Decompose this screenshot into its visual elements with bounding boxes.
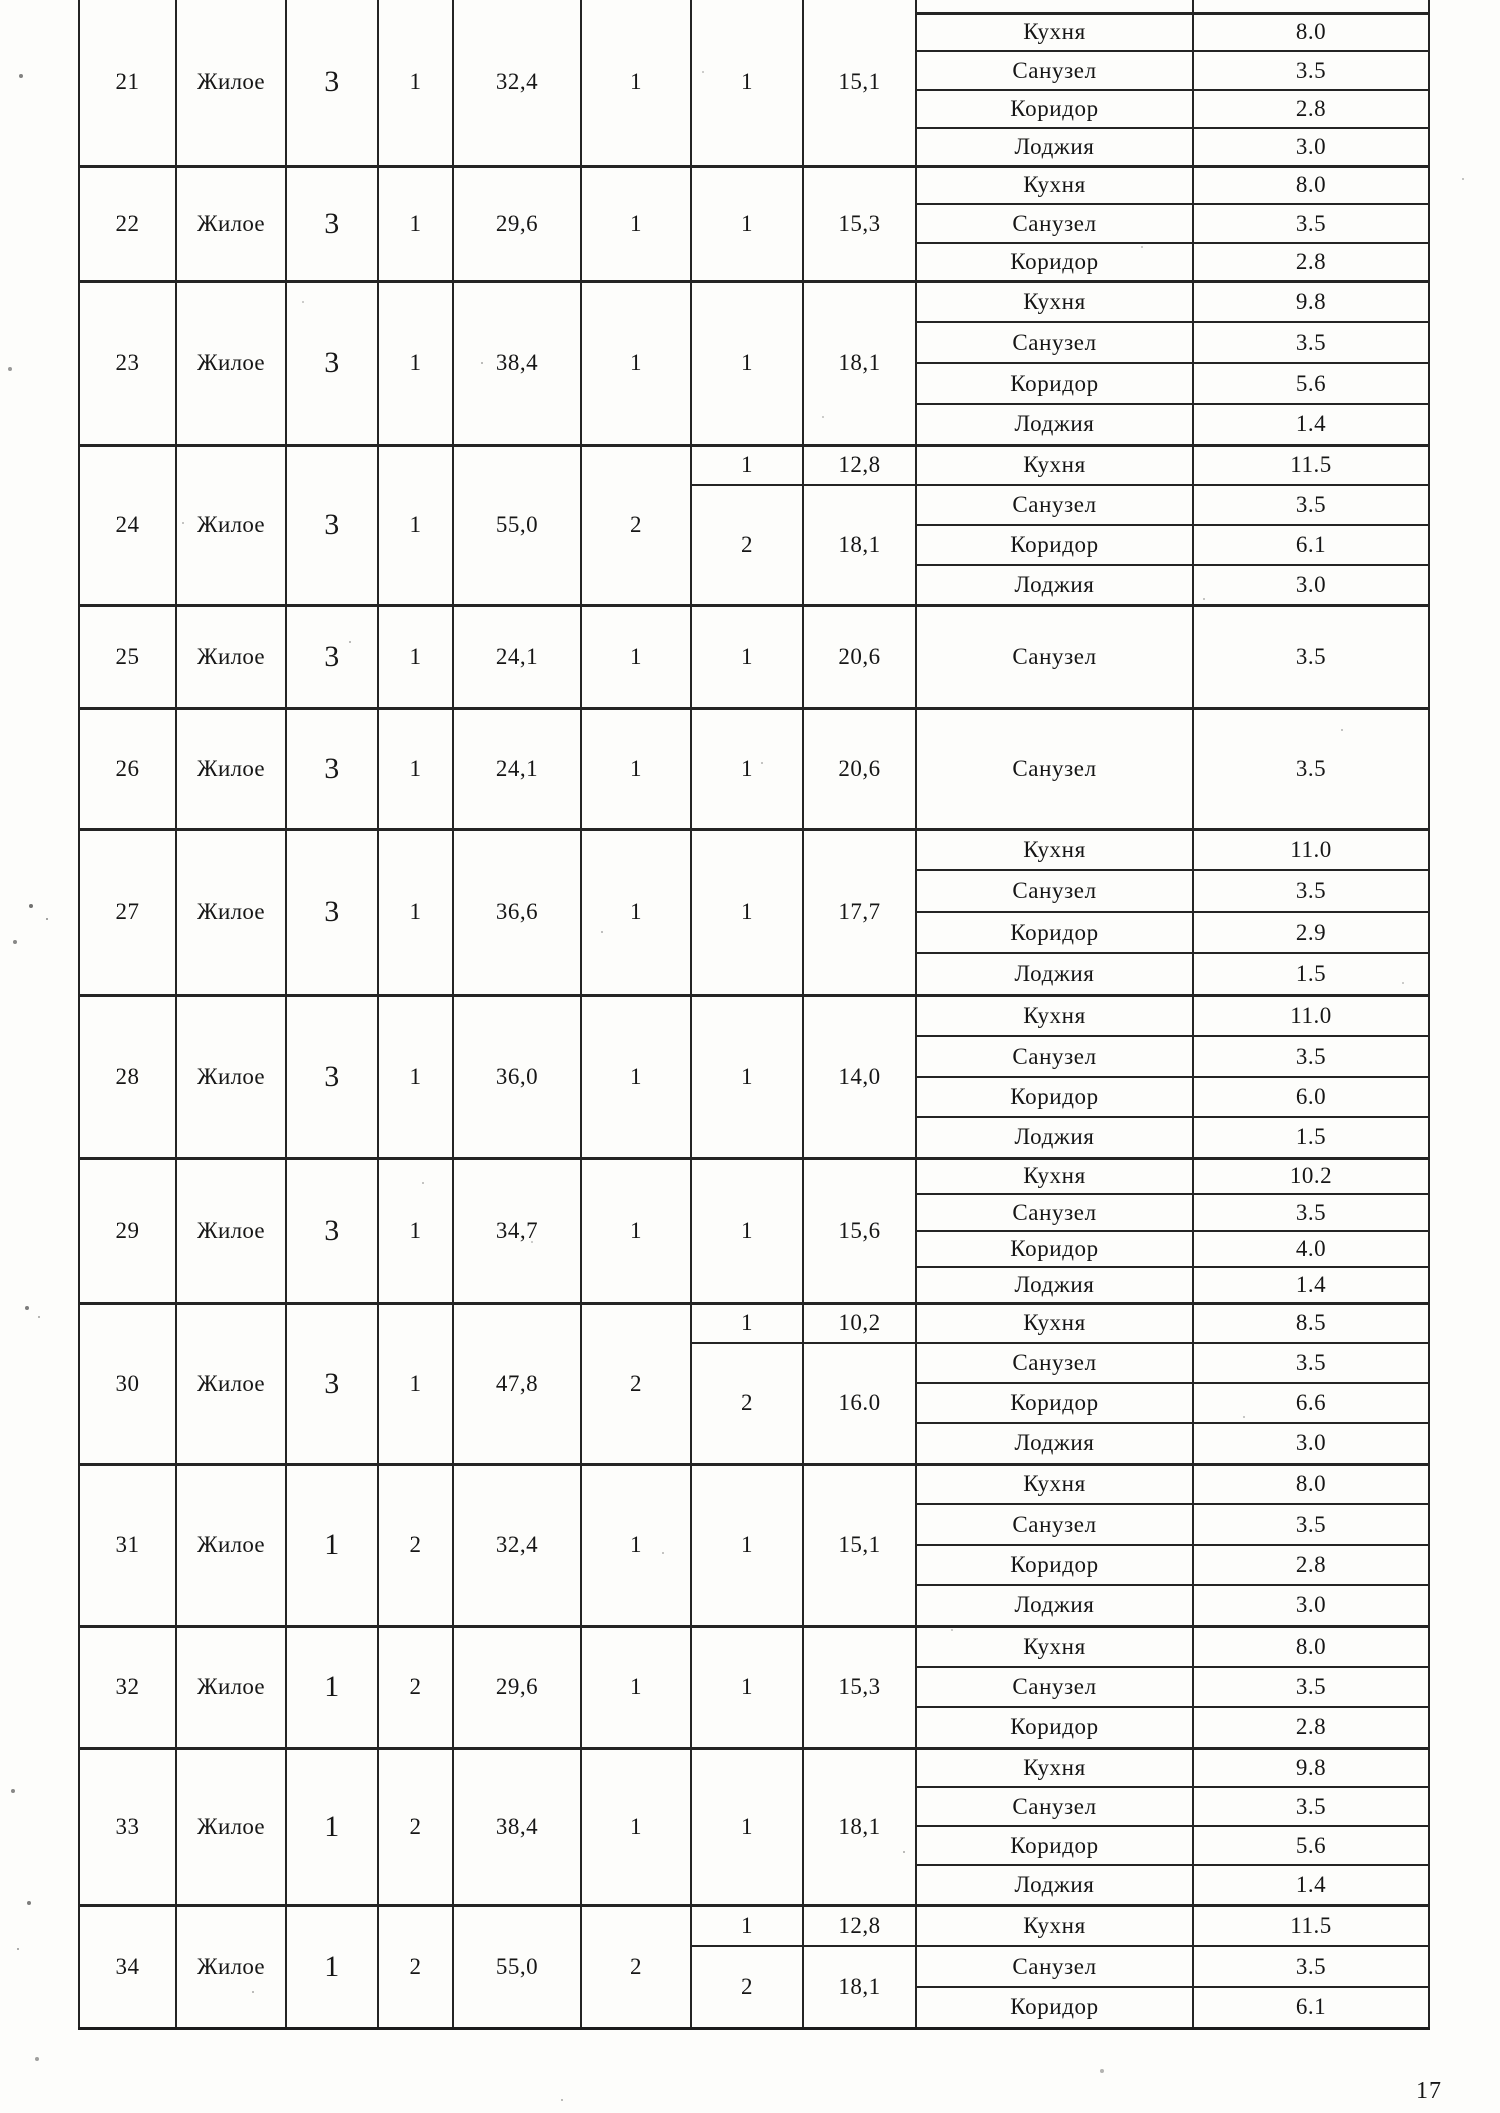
cell-col3: 3	[286, 166, 378, 281]
cell-room-area: 3.5	[1193, 1946, 1429, 1987]
table-row	[79, 1158, 1429, 1194]
cell-total-area: 29,6	[453, 1626, 581, 1748]
cell-living-room-number: 1	[691, 829, 803, 995]
cell-use-type: Жилое	[176, 1626, 286, 1748]
table-row	[79, 995, 1429, 1036]
cell-use-type: Жилое	[176, 445, 286, 605]
cell-room-name: Санузел	[916, 870, 1193, 912]
cell-room-area: 6.6	[1193, 1383, 1429, 1423]
cell-room-area: 3.5	[1193, 204, 1429, 243]
cell-col3: 3	[286, 445, 378, 605]
cell-apartment-number: 26	[79, 708, 176, 829]
cell-living-room-number: 1	[691, 1158, 803, 1303]
cell-living-room-area: 20,6	[803, 708, 916, 829]
cell-rooms-count: 1	[581, 0, 691, 166]
cell-room-area: 10.2	[1193, 1158, 1429, 1194]
cell-col4: 1	[378, 166, 453, 281]
cell-apartment-number: 25	[79, 605, 176, 708]
cell-rooms-count: 1	[581, 829, 691, 995]
cell-room-area: 3.5	[1193, 485, 1429, 525]
cell-room-area-cut	[1193, 0, 1429, 13]
cell-rooms-count: 2	[581, 1303, 691, 1464]
cell-living-room-area: 18,1	[803, 1946, 916, 2028]
cell-room-area: 11.5	[1193, 1905, 1429, 1946]
cell-room-name: Кухня	[916, 995, 1193, 1036]
cell-total-area: 32,4	[453, 0, 581, 166]
cell-use-type: Жилое	[176, 1905, 286, 2028]
cell-room-area: 3.5	[1193, 1667, 1429, 1707]
cell-room-name: Лоджия	[916, 1117, 1193, 1158]
cell-room-name: Коридор	[916, 1826, 1193, 1865]
cell-living-room-area: 15,3	[803, 166, 916, 281]
cell-use-type: Жилое	[176, 995, 286, 1158]
cell-room-name: Санузел	[916, 1667, 1193, 1707]
table-row	[79, 1303, 1429, 1343]
cell-room-name: Лоджия	[916, 1267, 1193, 1303]
cell-col4: 1	[378, 605, 453, 708]
cell-room-area: 8.0	[1193, 13, 1429, 51]
cell-total-area: 55,0	[453, 1905, 581, 2028]
cell-room-name: Кухня	[916, 1748, 1193, 1787]
cell-room-name: Кухня	[916, 1158, 1193, 1194]
table-row	[79, 1464, 1429, 1504]
cell-rooms-count: 2	[581, 445, 691, 605]
cell-rooms-count: 1	[581, 281, 691, 445]
cell-living-room-number: 1	[691, 1464, 803, 1626]
cell-apartment-number: 34	[79, 1905, 176, 2028]
cell-room-area: 2.8	[1193, 1545, 1429, 1585]
cell-room-name: Кухня	[916, 1464, 1193, 1504]
cell-use-type: Жилое	[176, 1748, 286, 1905]
cell-room-name: Лоджия	[916, 1423, 1193, 1464]
cell-room-name: Санузел	[916, 204, 1193, 243]
cell-room-name: Санузел	[916, 1504, 1193, 1545]
cell-room-name: Коридор	[916, 912, 1193, 953]
cell-room-name: Кухня	[916, 13, 1193, 51]
cell-living-room-area: 18,1	[803, 485, 916, 605]
cell-room-name: Кухня	[916, 445, 1193, 485]
cell-room-area: 4.0	[1193, 1231, 1429, 1267]
cell-rooms-count: 1	[581, 1158, 691, 1303]
table-row	[79, 708, 1429, 829]
cell-room-area: 11.0	[1193, 995, 1429, 1036]
cell-room-name: Лоджия	[916, 1865, 1193, 1905]
cell-room-name: Коридор	[916, 1987, 1193, 2028]
cell-col3: 1	[286, 1464, 378, 1626]
cell-rooms-count: 1	[581, 1626, 691, 1748]
cell-room-name: Кухня	[916, 1626, 1193, 1667]
cell-living-room-number: 1	[691, 1303, 803, 1343]
cell-col4: 1	[378, 0, 453, 166]
cell-room-area: 3.5	[1193, 605, 1429, 708]
cell-living-room-number: 1	[691, 995, 803, 1158]
cell-room-area: 1.4	[1193, 1865, 1429, 1905]
cell-room-name: Коридор	[916, 243, 1193, 281]
cell-col4: 1	[378, 708, 453, 829]
cell-room-name: Кухня	[916, 1905, 1193, 1946]
cell-room-area: 1.5	[1193, 953, 1429, 995]
cell-col3: 1	[286, 1905, 378, 2028]
cell-use-type: Жилое	[176, 605, 286, 708]
table-row	[79, 1626, 1429, 1667]
cell-rooms-count: 2	[581, 1905, 691, 2028]
cell-rooms-count: 1	[581, 166, 691, 281]
cell-room-area: 3.5	[1193, 1343, 1429, 1383]
cell-room-area: 3.5	[1193, 322, 1429, 363]
cell-living-room-area: 10,2	[803, 1303, 916, 1343]
cell-room-name: Коридор	[916, 363, 1193, 404]
cell-apartment-number: 32	[79, 1626, 176, 1748]
cell-room-name: Санузел	[916, 605, 1193, 708]
cell-room-name: Санузел	[916, 708, 1193, 829]
cell-living-room-area: 18,1	[803, 1748, 916, 1905]
cell-living-room-number: 1	[691, 445, 803, 485]
table-row	[79, 829, 1429, 870]
cell-col3: 1	[286, 1748, 378, 1905]
cell-col3: 3	[286, 708, 378, 829]
cell-room-name: Кухня	[916, 281, 1193, 322]
cell-apartment-number: 24	[79, 445, 176, 605]
cell-room-name: Санузел	[916, 485, 1193, 525]
cell-living-room-area: 12,8	[803, 445, 916, 485]
cell-use-type: Жилое	[176, 829, 286, 995]
cell-col3: 3	[286, 281, 378, 445]
cell-room-name: Коридор	[916, 1545, 1193, 1585]
cell-living-room-area: 15,1	[803, 0, 916, 166]
page-number: 17	[1416, 2078, 1442, 2104]
cell-rooms-count: 1	[581, 1748, 691, 1905]
cell-room-area: 9.8	[1193, 1748, 1429, 1787]
cell-room-name: Коридор	[916, 90, 1193, 128]
cell-room-area: 3.5	[1193, 1194, 1429, 1231]
cell-room-area: 8.5	[1193, 1303, 1429, 1343]
cell-room-name: Санузел	[916, 1343, 1193, 1383]
cell-room-area: 8.0	[1193, 166, 1429, 204]
cell-use-type: Жилое	[176, 281, 286, 445]
cell-living-room-number: 2	[691, 1946, 803, 2028]
cell-rooms-count: 1	[581, 1464, 691, 1626]
apartments-table	[78, 0, 1430, 2030]
cell-room-name: Коридор	[916, 1077, 1193, 1117]
cell-room-area: 2.8	[1193, 90, 1429, 128]
cell-col3: 1	[286, 1626, 378, 1748]
cell-total-area: 24,1	[453, 605, 581, 708]
table-row	[79, 0, 1429, 13]
cell-living-room-area: 18,1	[803, 281, 916, 445]
cell-col3: 3	[286, 0, 378, 166]
cell-living-room-area: 15,1	[803, 1464, 916, 1626]
cell-room-area: 8.0	[1193, 1464, 1429, 1504]
cell-room-area: 3.0	[1193, 1423, 1429, 1464]
cell-use-type: Жилое	[176, 1158, 286, 1303]
cell-room-area: 3.0	[1193, 565, 1429, 605]
cell-room-name: Кухня	[916, 166, 1193, 204]
table-row	[79, 445, 1429, 485]
cell-col4: 2	[378, 1464, 453, 1626]
cell-living-room-area: 20,6	[803, 605, 916, 708]
cell-col3: 3	[286, 829, 378, 995]
cell-room-name: Коридор	[916, 525, 1193, 565]
cell-room-area: 5.6	[1193, 1826, 1429, 1865]
cell-room-name: Санузел	[916, 322, 1193, 363]
cell-use-type: Жилое	[176, 1464, 286, 1626]
cell-room-area: 9.8	[1193, 281, 1429, 322]
cell-room-name: Коридор	[916, 1707, 1193, 1748]
cell-room-name: Лоджия	[916, 1585, 1193, 1626]
cell-room-name: Кухня	[916, 1303, 1193, 1343]
cell-apartment-number: 30	[79, 1303, 176, 1464]
cell-room-area: 6.1	[1193, 1987, 1429, 2028]
cell-room-name: Санузел	[916, 1194, 1193, 1231]
cell-col4: 1	[378, 445, 453, 605]
cell-total-area: 32,4	[453, 1464, 581, 1626]
cell-room-area: 8.0	[1193, 1626, 1429, 1667]
cell-room-area: 1.4	[1193, 1267, 1429, 1303]
cell-total-area: 55,0	[453, 445, 581, 605]
cell-col3: 3	[286, 1303, 378, 1464]
cell-living-room-area: 14,0	[803, 995, 916, 1158]
cell-room-name-cut	[916, 0, 1193, 13]
cell-room-name: Санузел	[916, 1787, 1193, 1826]
cell-living-room-area: 17,7	[803, 829, 916, 995]
cell-living-room-area: 16.0	[803, 1343, 916, 1464]
cell-room-area: 1.4	[1193, 404, 1429, 445]
cell-apartment-number: 23	[79, 281, 176, 445]
cell-living-room-number: 1	[691, 605, 803, 708]
table-row	[79, 166, 1429, 204]
cell-use-type: Жилое	[176, 0, 286, 166]
cell-apartment-number: 31	[79, 1464, 176, 1626]
cell-room-area: 2.9	[1193, 912, 1429, 953]
cell-living-room-area: 15,6	[803, 1158, 916, 1303]
cell-total-area: 24,1	[453, 708, 581, 829]
table-row	[79, 605, 1429, 708]
cell-room-area: 3.5	[1193, 1036, 1429, 1077]
cell-room-area: 6.0	[1193, 1077, 1429, 1117]
cell-living-room-area: 12,8	[803, 1905, 916, 1946]
cell-living-room-number: 2	[691, 485, 803, 605]
cell-total-area: 29,6	[453, 166, 581, 281]
cell-col3: 3	[286, 1158, 378, 1303]
cell-room-area: 5.6	[1193, 363, 1429, 404]
cell-room-area: 11.0	[1193, 829, 1429, 870]
table-row	[79, 1748, 1429, 1787]
cell-room-area: 3.5	[1193, 870, 1429, 912]
cell-room-name: Санузел	[916, 1946, 1193, 1987]
cell-apartment-number: 22	[79, 166, 176, 281]
cell-col3: 3	[286, 605, 378, 708]
cell-col3: 3	[286, 995, 378, 1158]
cell-room-area: 1.5	[1193, 1117, 1429, 1158]
cell-room-area: 11.5	[1193, 445, 1429, 485]
cell-living-room-number: 1	[691, 708, 803, 829]
cell-use-type: Жилое	[176, 166, 286, 281]
cell-room-area: 3.0	[1193, 1585, 1429, 1626]
cell-col4: 1	[378, 829, 453, 995]
cell-room-area: 3.0	[1193, 128, 1429, 166]
cell-room-name: Коридор	[916, 1231, 1193, 1267]
cell-col4: 1	[378, 1303, 453, 1464]
cell-col4: 2	[378, 1905, 453, 2028]
cell-room-name: Санузел	[916, 51, 1193, 90]
cell-col4: 1	[378, 1158, 453, 1303]
cell-living-room-number: 1	[691, 1748, 803, 1905]
cell-living-room-number: 1	[691, 166, 803, 281]
cell-room-area: 3.5	[1193, 51, 1429, 90]
apartments-table-wrap	[78, 0, 1430, 2030]
cell-total-area: 38,4	[453, 281, 581, 445]
cell-apartment-number: 27	[79, 829, 176, 995]
cell-room-area: 2.8	[1193, 1707, 1429, 1748]
cell-room-name: Санузел	[916, 1036, 1193, 1077]
cell-room-name: Лоджия	[916, 404, 1193, 445]
table-row	[79, 281, 1429, 322]
cell-use-type: Жилое	[176, 1303, 286, 1464]
cell-apartment-number: 33	[79, 1748, 176, 1905]
cell-col4: 2	[378, 1626, 453, 1748]
cell-apartment-number: 28	[79, 995, 176, 1158]
cell-room-area: 3.5	[1193, 708, 1429, 829]
cell-living-room-number: 2	[691, 1343, 803, 1464]
cell-living-room-number: 1	[691, 1905, 803, 1946]
cell-col4: 1	[378, 281, 453, 445]
cell-col4: 1	[378, 995, 453, 1158]
cell-total-area: 47,8	[453, 1303, 581, 1464]
cell-living-room-area: 15,3	[803, 1626, 916, 1748]
cell-room-area: 2.8	[1193, 243, 1429, 281]
cell-col4: 2	[378, 1748, 453, 1905]
table-row	[79, 1905, 1429, 1946]
cell-living-room-number: 1	[691, 1626, 803, 1748]
cell-living-room-number: 1	[691, 0, 803, 166]
cell-room-name: Лоджия	[916, 128, 1193, 166]
cell-total-area: 38,4	[453, 1748, 581, 1905]
cell-rooms-count: 1	[581, 708, 691, 829]
cell-total-area: 34,7	[453, 1158, 581, 1303]
cell-room-area: 3.5	[1193, 1504, 1429, 1545]
cell-total-area: 36,0	[453, 995, 581, 1158]
cell-room-name: Коридор	[916, 1383, 1193, 1423]
cell-living-room-number: 1	[691, 281, 803, 445]
cell-room-area: 3.5	[1193, 1787, 1429, 1826]
cell-room-name: Лоджия	[916, 953, 1193, 995]
cell-apartment-number: 21	[79, 0, 176, 166]
cell-room-name: Лоджия	[916, 565, 1193, 605]
cell-apartment-number: 29	[79, 1158, 176, 1303]
scan-noise	[0, 0, 2, 2]
cell-rooms-count: 1	[581, 995, 691, 1158]
cell-room-area: 6.1	[1193, 525, 1429, 565]
cell-room-name: Кухня	[916, 829, 1193, 870]
cell-use-type: Жилое	[176, 708, 286, 829]
cell-total-area: 36,6	[453, 829, 581, 995]
cell-rooms-count: 1	[581, 605, 691, 708]
